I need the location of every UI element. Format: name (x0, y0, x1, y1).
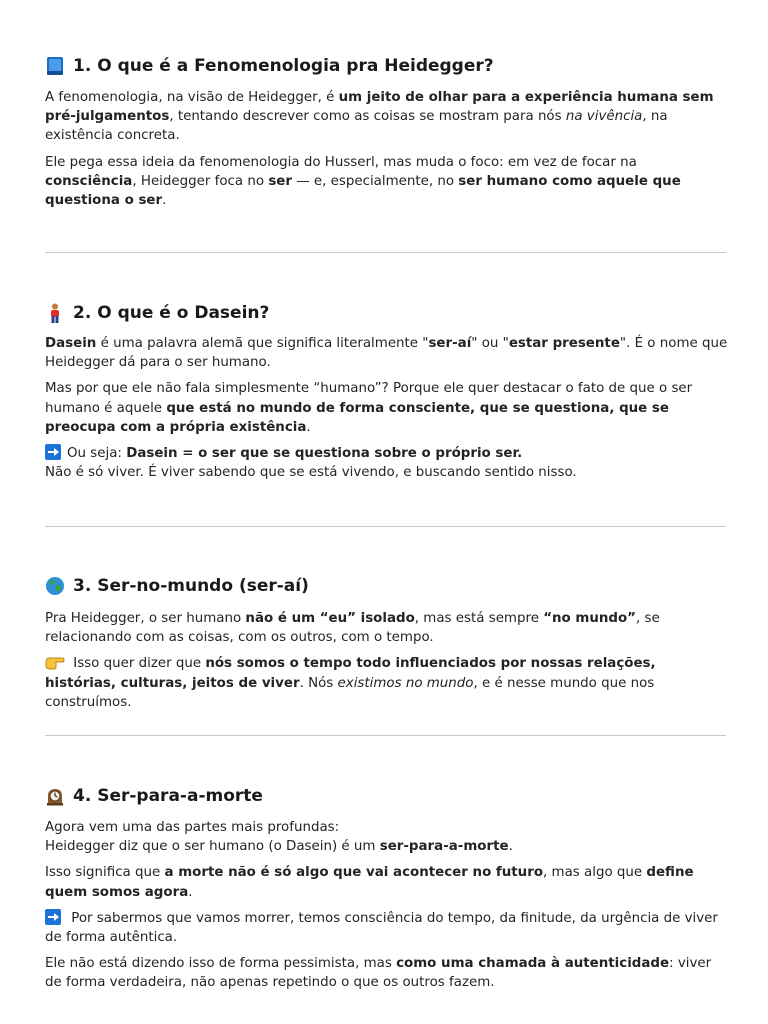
italic-text: existimos no mundo (337, 675, 474, 691)
bold-text: como uma chamada à autenticidade (396, 956, 670, 972)
section-1-title: 1. O que é a Fenomenologia pra Heidegger? (73, 56, 494, 76)
bold-text: ser-para-a-morte (379, 839, 509, 855)
section-3-title: 3. Ser-no-mundo (ser-aí) (73, 576, 309, 596)
text-run: Pra Heidegger, o ser humano (45, 611, 246, 626)
text-run: Heidegger diz que o ser humano (o Dasein) é um (45, 839, 380, 855)
text-run: " ou " (471, 336, 509, 351)
text-run: , e é nesse mundo que nos construímos. (45, 675, 655, 710)
person-standing-icon (45, 303, 65, 323)
section-4-paragraph-1 (45, 818, 730, 856)
section-4-title: 4. Ser-para-a-morte (73, 786, 263, 806)
blue-book-icon (45, 56, 65, 76)
section-4-paragraph-3 (45, 909, 730, 947)
section-4-paragraph-3-text (45, 911, 718, 945)
section-1-heading (45, 54, 730, 78)
text-run: Mas por que ele não fala simplesmente “humano”? Porque ele quer destacar o fato de que o ser humano é aquele (45, 381, 693, 416)
bold-text: consciência (45, 173, 133, 189)
bold-text: nós somos o tempo todo influenciados por nossas relações, histórias, culturas, jeitos de viver (45, 656, 656, 691)
text-run: Ou seja: (67, 446, 127, 462)
mantelpiece-clock-icon (45, 786, 65, 806)
pointing-hand-icon (45, 654, 65, 670)
text-run: . (188, 884, 193, 900)
text-run: Ele pega essa ideia da fenomenologia do Husserl, mas muda o foco: em vez de focar na (45, 154, 637, 170)
section-1-paragraph-1 (45, 88, 730, 146)
text-run: A fenomenologia, na visão de Heidegger, é (45, 90, 339, 105)
section-3-paragraph-2-text (45, 656, 656, 709)
section-ser-para-a-morte (45, 784, 730, 1000)
text-run: ". É o nome que Heidegger dá para o ser humano. (45, 336, 728, 371)
section-4-paragraph-1b (45, 839, 513, 854)
bold-text: um jeito de olhar para a experiência humana sem pré-julgamentos (45, 90, 714, 125)
section-fenomenologia (45, 54, 730, 217)
section-divider (45, 252, 726, 253)
text-run: , tentando descrever como as coisas se mostram para nós (169, 109, 566, 125)
text-run: : viver de forma verdadeira, não apenas repetindo o que os outros fazem. (45, 956, 712, 991)
italic-text: na vivência (565, 109, 643, 125)
text-run: , Heidegger foca no (132, 173, 269, 189)
text-run: , mas está sempre (414, 611, 544, 626)
bold-text: ser (268, 173, 292, 189)
text-run: , mas algo que (543, 865, 647, 881)
section-4-paragraph-1a: Agora vem uma das partes mais profundas: (45, 820, 340, 835)
text-run: , na existência concreta. (45, 109, 668, 144)
section-2-paragraph-3-text (67, 446, 522, 461)
section-2-heading (45, 301, 730, 325)
section-3-paragraph-1 (45, 609, 730, 647)
right-arrow-icon (45, 909, 61, 925)
text-run: , se relacionando com as coisas, com os outros, com o tempo. (45, 611, 660, 646)
text-run: — e, especialmente, no (291, 173, 459, 189)
section-dasein (45, 301, 730, 489)
bold-text: Dasein (45, 336, 97, 351)
text-run: é uma palavra alemã que significa literalmente " (96, 336, 429, 351)
section-4-paragraph-2 (45, 863, 730, 901)
section-4-paragraph-4 (45, 954, 730, 992)
bold-text: estar presente (508, 336, 620, 351)
section-2-paragraph-2 (45, 379, 730, 437)
bold-text: que está no mundo de forma consciente, que se questiona, que se preocupa com a própria existência (45, 400, 669, 435)
text-run: . (306, 419, 311, 435)
section-divider (45, 735, 726, 736)
section-2-paragraph-3b: Não é só viver. É viver sabendo que se está vivendo, e buscando sentido nisso. (45, 465, 577, 481)
text-run: Por sabermos que vamos morrer, temos consciência do tempo, da finitude, da urgência de viver de forma autêntica. (45, 910, 718, 946)
section-3-heading (45, 574, 730, 598)
globe-icon (45, 576, 65, 596)
text-run: . (162, 193, 167, 209)
section-1-paragraph-2 (45, 153, 730, 211)
bold-text: ser-aí (428, 336, 472, 351)
text-run: Isso quer dizer que (69, 656, 206, 672)
section-divider (45, 526, 726, 527)
right-arrow-icon (45, 444, 61, 460)
text-run: Ele não está dizendo isso de forma pessimista, mas (45, 956, 397, 972)
bold-text: não é um “eu” isolado (245, 611, 415, 626)
section-3-paragraph-2 (45, 654, 730, 712)
bold-text: Dasein = o ser que se questiona sobre o próprio ser. (126, 446, 523, 462)
bold-text: a morte não é só algo que vai acontecer no futuro (164, 865, 544, 881)
section-ser-no-mundo (45, 574, 730, 719)
bold-text: “no mundo” (543, 611, 636, 626)
text-run: . Nós (299, 675, 338, 691)
section-2-paragraph-1 (45, 334, 730, 372)
section-4-heading (45, 784, 730, 808)
bold-text: define quem somos agora (45, 865, 694, 900)
text-run: Isso significa que (45, 865, 165, 881)
text-run: . (508, 839, 513, 855)
section-2-paragraph-3 (45, 444, 730, 482)
bold-text: ser humano como aquele que questiona o ser (45, 173, 681, 209)
section-2-title: 2. O que é o Dasein? (73, 303, 270, 323)
